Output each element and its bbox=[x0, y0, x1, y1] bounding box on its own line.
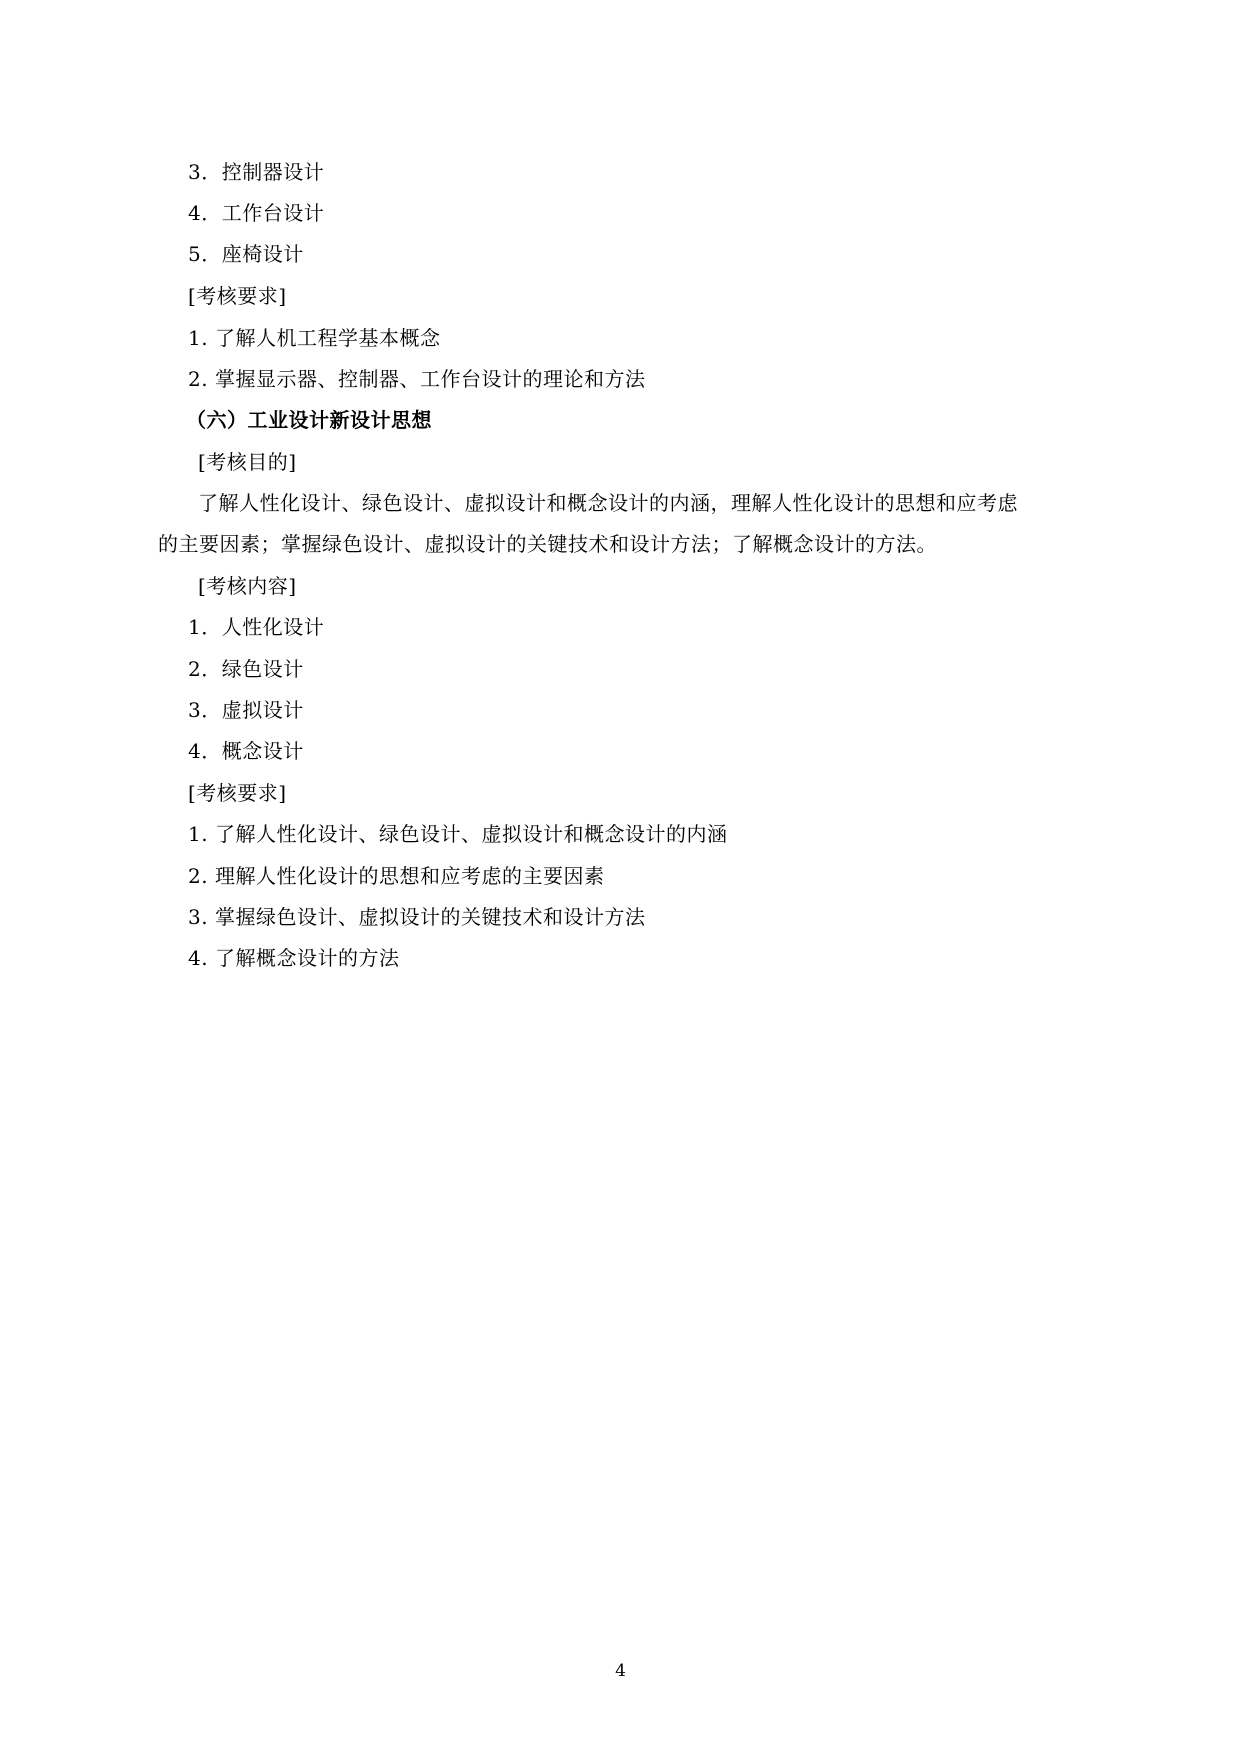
purpose-label: [考核目的] bbox=[198, 450, 297, 474]
content-item: 4．概念设计 bbox=[188, 739, 304, 763]
page-number: 4 bbox=[615, 1661, 626, 1681]
requirements-label: [考核要求] bbox=[188, 284, 287, 308]
content-item: 2．绿色设计 bbox=[188, 657, 304, 681]
requirements-label: [考核要求] bbox=[188, 781, 287, 805]
content-item: 1．人性化设计 bbox=[188, 615, 325, 639]
content-label: [考核内容] bbox=[198, 574, 297, 598]
requirement-item: 3. 掌握绿色设计、虚拟设计的关键技术和设计方法 bbox=[188, 905, 646, 929]
content-item: 3．控制器设计 bbox=[188, 160, 325, 184]
content-item: 4．工作台设计 bbox=[188, 201, 325, 225]
requirement-item: 2. 理解人性化设计的思想和应考虑的主要因素 bbox=[188, 864, 605, 888]
requirement-item: 4. 了解概念设计的方法 bbox=[188, 946, 400, 970]
requirement-item: 1. 了解人机工程学基本概念 bbox=[188, 326, 441, 350]
purpose-paragraph-line: 了解人性化设计、绿色设计、虚拟设计和概念设计的内涵，理解人性化设计的思想和应考虑 bbox=[198, 491, 1018, 515]
requirement-item: 1. 了解人性化设计、绿色设计、虚拟设计和概念设计的内涵 bbox=[188, 822, 728, 846]
requirement-item: 2. 掌握显示器、控制器、工作台设计的理论和方法 bbox=[188, 367, 646, 391]
content-item: 3．虚拟设计 bbox=[188, 698, 304, 722]
section-heading: （六）工业设计新设计思想 bbox=[186, 408, 432, 432]
content-item: 5．座椅设计 bbox=[188, 242, 304, 266]
purpose-paragraph-line: 的主要因素；掌握绿色设计、虚拟设计的关键技术和设计方法；了解概念设计的方法。 bbox=[158, 532, 937, 556]
